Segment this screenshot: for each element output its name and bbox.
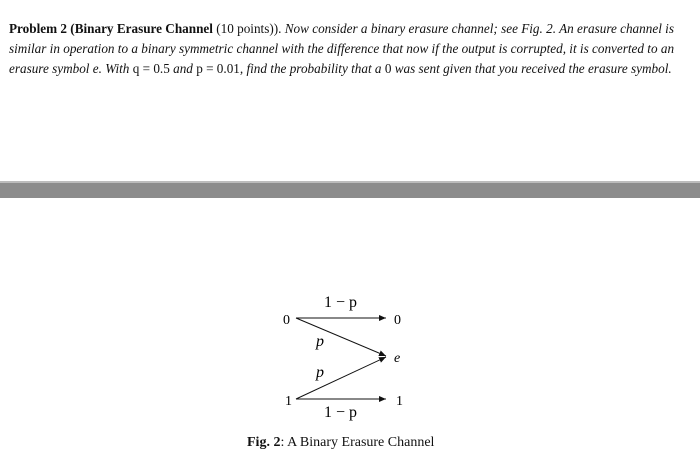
q-value: q = 0.5: [132, 61, 170, 76]
zero-symbol: 0: [384, 61, 392, 76]
problem-body-3: , find the probability that a: [239, 61, 385, 76]
problem-name: (Binary Erasure Channel: [70, 21, 213, 36]
p-value: p = 0.01: [196, 61, 240, 76]
output-1-label: 1: [396, 394, 403, 409]
bottom-transition-label: 1 − p: [324, 404, 358, 421]
edge-1-to-e: [296, 357, 386, 399]
upper-crossover-label: p: [316, 333, 324, 350]
figure-caption: [247, 435, 434, 451]
problem-body-4: was sent given that you received the erasure symbol.: [391, 61, 672, 76]
lower-crossover-label: p: [316, 364, 324, 381]
figure-number: Fig. 2: [247, 435, 281, 450]
problem-and: and: [169, 61, 197, 76]
problem-body-2: . With: [98, 61, 133, 76]
erasure-symbol: e: [92, 61, 99, 76]
output-e-label: e: [394, 351, 401, 366]
input-0-label: 0: [283, 313, 290, 328]
top-transition-label: 1 − p: [324, 294, 358, 311]
edge-0-to-e: [296, 318, 386, 356]
input-1-label: 1: [285, 394, 292, 409]
problem-points: (10 points)).: [212, 21, 282, 36]
figure-caption-text: : A Binary Erasure Channel: [280, 435, 435, 450]
output-0-label: 0: [394, 313, 401, 328]
problem-body-1: Now consider a binary erasure channel; see Fig. 2. An erasure channel is similar in operation to a binary symmetric channel with the difference that now if the output is corrupted, it is converted to an erasure symbol: [9, 21, 675, 76]
problem-number: Problem 2: [9, 21, 67, 36]
